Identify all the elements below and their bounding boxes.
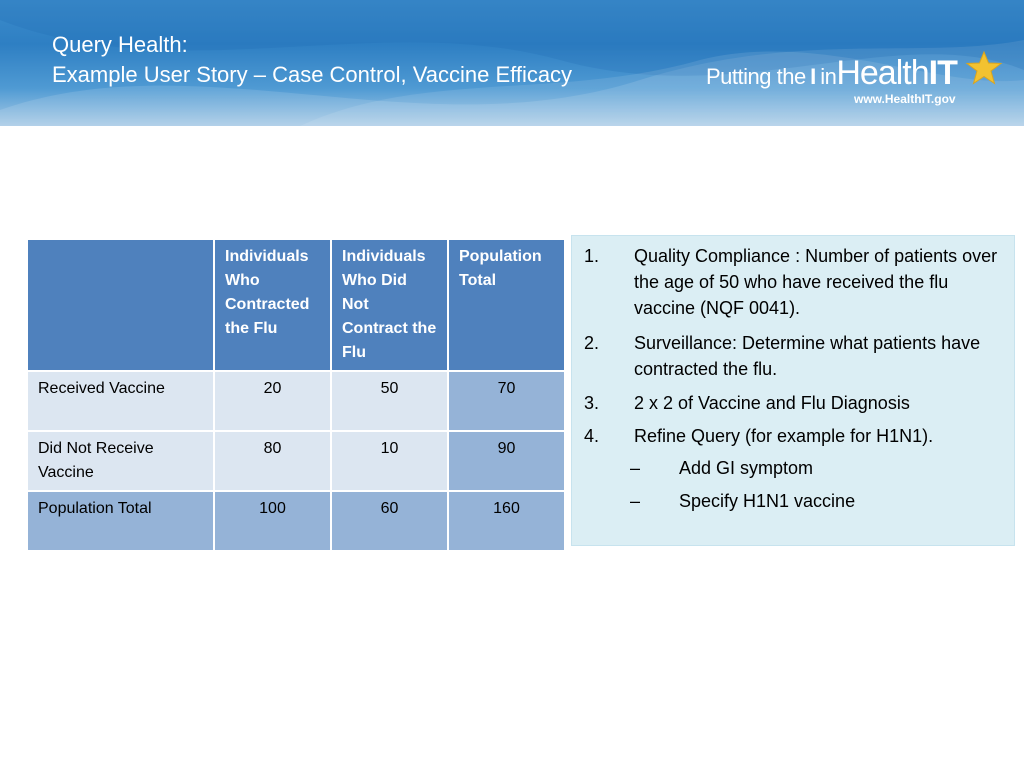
vaccine-flu-table-container	[26, 238, 566, 552]
list-text: Refine Query (for example for H1N1).	[634, 426, 934, 446]
list-marker: 4.	[584, 426, 600, 446]
logo-wordmark	[706, 54, 957, 93]
table-row	[27, 431, 565, 491]
table-total-row	[27, 491, 565, 551]
list-marker: 1.	[584, 246, 600, 266]
table-cell: 10	[331, 431, 448, 491]
logo-health: Health	[836, 54, 929, 92]
list-text: Add GI symptom	[679, 458, 814, 478]
table-row	[27, 371, 565, 431]
table-header-row	[27, 239, 565, 371]
star-icon	[964, 50, 1004, 86]
vaccine-flu-table	[26, 238, 566, 552]
slide-title-line-1: Query Health:	[52, 32, 188, 57]
list-text: Quality Compliance : Number of patients over the age of 50 who have received the flu vaccine (NQF 0041).	[634, 246, 998, 318]
table-cell: 100	[214, 491, 331, 551]
table-header-cell	[27, 239, 214, 371]
logo-i: I	[810, 64, 816, 89]
logo-it: IT	[928, 54, 957, 92]
table-header-cell: Individuals Who Contracted the Flu	[214, 239, 331, 371]
row-label: Received Vaccine	[27, 371, 214, 431]
table-cell-total: 70	[448, 371, 565, 431]
logo-putting: Putting the	[706, 64, 806, 89]
list-marker: –	[630, 458, 641, 478]
table-cell: 80	[214, 431, 331, 491]
slide-title	[52, 30, 572, 90]
healthit-logo	[706, 50, 1006, 120]
table-cell-total: 90	[448, 431, 565, 491]
table-cell: 20	[214, 371, 331, 431]
table-header-cell: Individuals Who Did Not Contract the Flu	[331, 239, 448, 371]
list-marker: 3.	[584, 393, 600, 413]
list-text: Surveillance: Determine what patients have contracted the flu.	[634, 333, 981, 379]
list-marker: 2.	[584, 333, 600, 353]
list-text: Specify H1N1 vaccine	[679, 491, 856, 511]
table-cell: 50	[331, 371, 448, 431]
table-header-cell: Population Total	[448, 239, 565, 371]
table-cell-total: 160	[448, 491, 565, 551]
table-cell: 60	[331, 491, 448, 551]
list-text: 2 x 2 of Vaccine and Flu Diagnosis	[634, 393, 910, 413]
header-banner	[0, 0, 1024, 126]
use-case-notes-panel	[571, 235, 1015, 546]
logo-in: in	[820, 64, 837, 89]
list-marker: –	[630, 491, 641, 511]
slide-title-line-2: Example User Story – Case Control, Vaccine Efficacy	[52, 62, 573, 87]
row-label: Did Not Receive Vaccine	[27, 431, 214, 491]
row-label: Population Total	[27, 491, 214, 551]
logo-url: www.HealthIT.gov	[854, 92, 956, 106]
